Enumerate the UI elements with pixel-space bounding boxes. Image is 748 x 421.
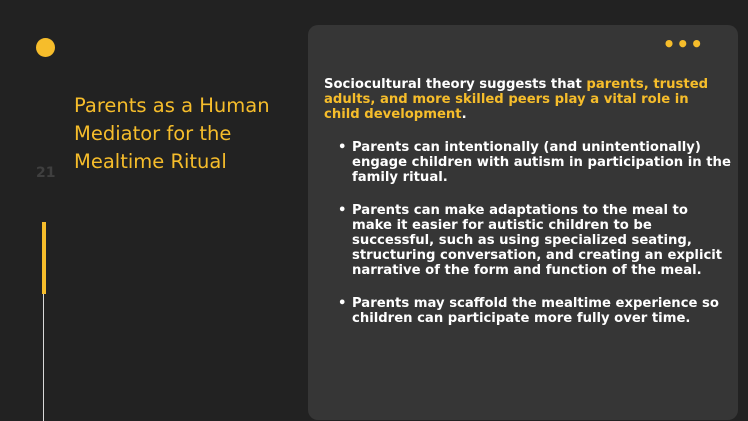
content-card (308, 25, 738, 420)
bullet-list (352, 140, 732, 343)
slide-number: 21 (36, 165, 56, 181)
bullet-item: • Parents may scaffold the mealtime experience so children can participate more fully over time. (352, 296, 732, 326)
intro-paragraph (324, 77, 724, 122)
intro-text: Sociocultural theory suggests that (324, 77, 587, 92)
accent-dot (36, 38, 55, 57)
slide-title: Parents as a Human Mediator for the Mealtime Ritual (74, 94, 270, 173)
bullet-item: • Parents can intentionally (and unintentionally) engage children with autism in participation in the family ritual. (352, 140, 732, 186)
more-horizontal-icon[interactable]: ••• (662, 32, 704, 56)
bullet-item: • Parents can make adaptations to the meal to make it easier for autistic children to be successful, such as using specialized seating, structuring conversation, and creating an explicit narrative of the form and function of the meal. (352, 203, 732, 279)
timeline-progress-bar (42, 222, 46, 294)
intro-end: . (461, 107, 467, 122)
intro-highlight: parents, trusted adults, and more skilled peers play a vital role in child development (324, 77, 709, 122)
